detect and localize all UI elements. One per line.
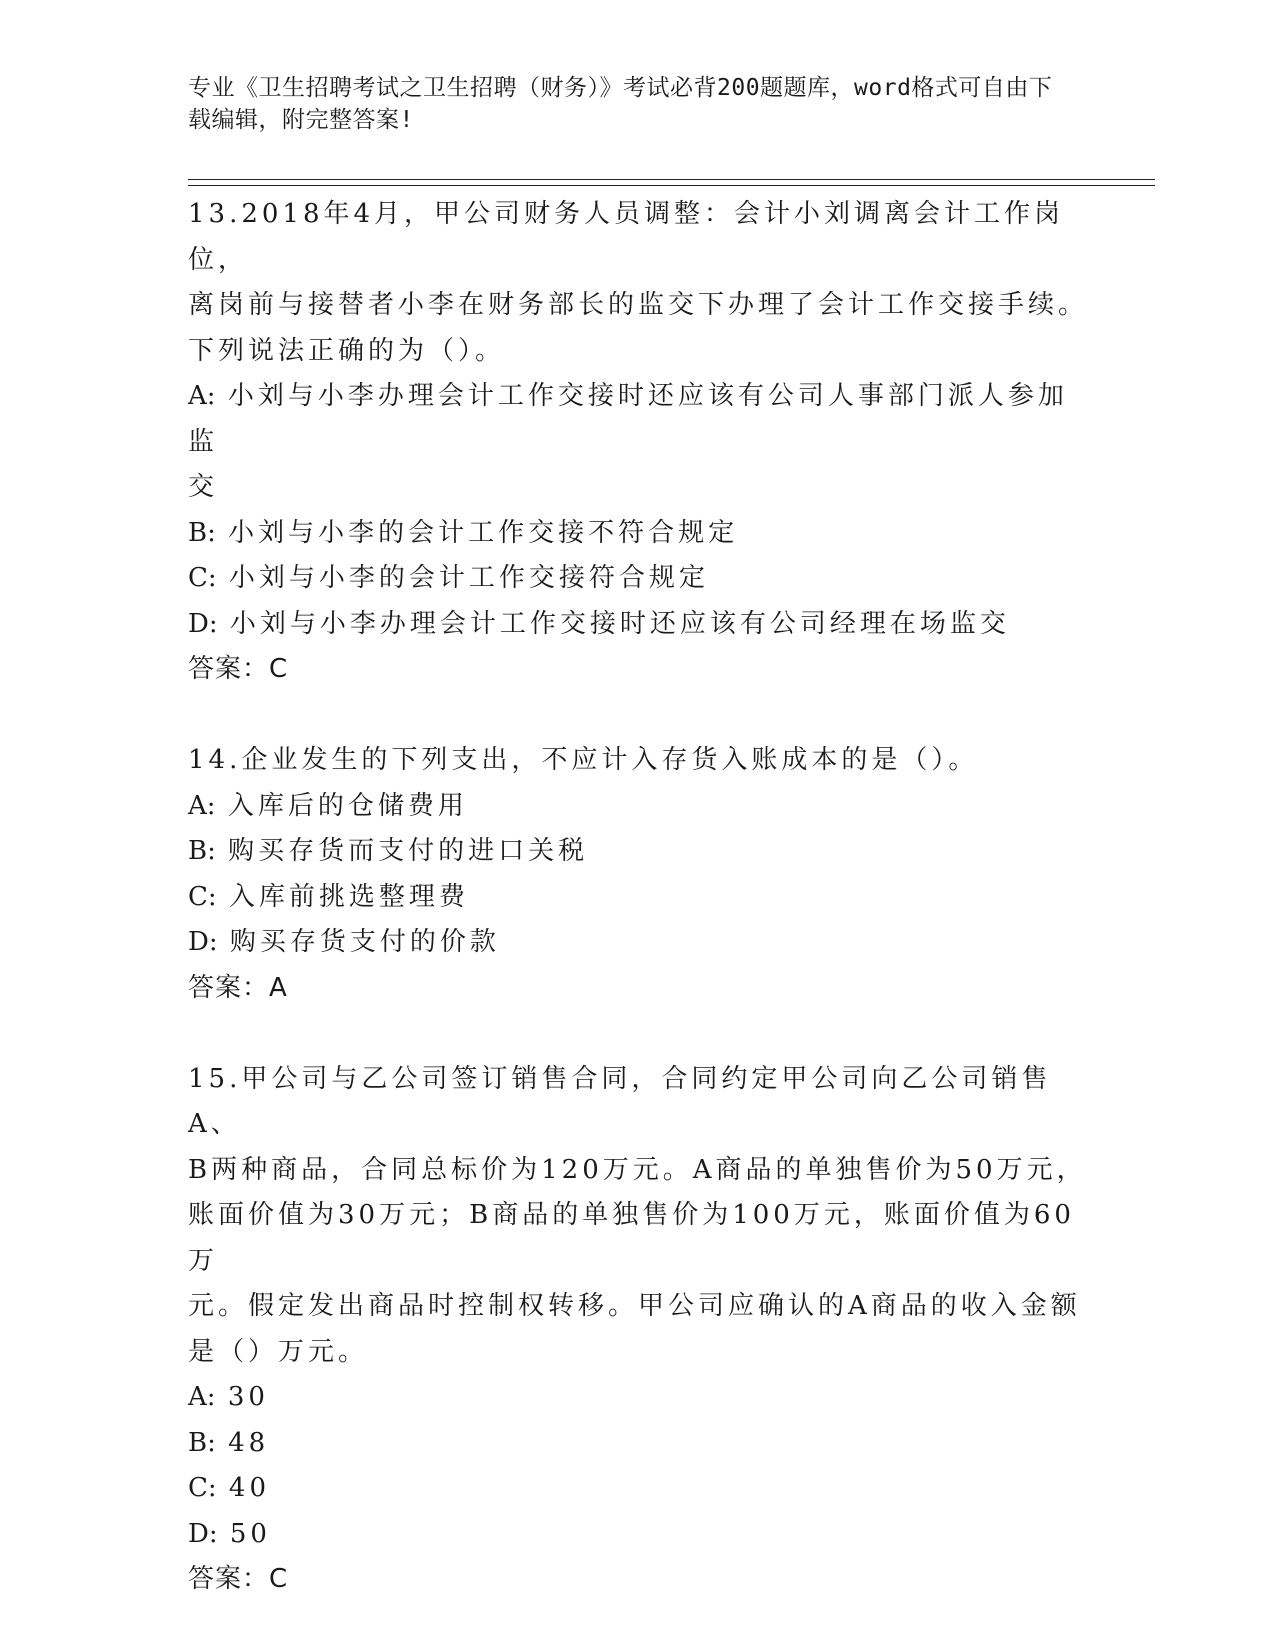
option-a	[188, 374, 1088, 465]
question-15	[188, 1057, 1088, 1603]
option-text: 小刘与小李办理会计工作交接时还应该有公司人事部门派人参加监	[188, 381, 1068, 457]
option-b	[188, 511, 1088, 557]
option-c	[188, 556, 1088, 602]
option-label: B:	[188, 836, 216, 866]
option-label: B:	[188, 517, 216, 548]
option-text: 50	[229, 1518, 271, 1549]
question-stem-line: 15.甲公司与乙公司签订销售合同，合同约定甲公司向乙公司销售A、	[188, 1063, 1052, 1139]
option-text: 48	[228, 1427, 270, 1458]
option-b	[188, 1421, 1088, 1467]
document-header: 专业《卫生招聘考试之卫生招聘（财务）》考试必背200题题库，word格式可自由下载编辑，附完整答案!	[188, 75, 1053, 133]
option-label: D:	[188, 608, 218, 639]
option-label: A:	[188, 1382, 216, 1412]
option-label: D:	[188, 1518, 218, 1549]
header-rule-bottom	[188, 185, 1155, 186]
question-spacer	[188, 693, 1088, 739]
option-label: A:	[188, 381, 216, 411]
option-label: C:	[188, 563, 217, 593]
question-stem-line: 离岗前与接替者小李在财务部长的监交下办理了会计工作交接手续。	[188, 290, 1089, 320]
answer-line: 答案：C	[188, 1564, 289, 1594]
option-b	[188, 829, 1088, 875]
option-d	[188, 1512, 1088, 1558]
option-a	[188, 784, 1088, 830]
option-label: D:	[188, 927, 218, 957]
answer-line: 答案：C	[188, 654, 289, 684]
question-stem-line: B两种商品，合同总标价为120万元。A商品的单独售价为50万元，	[188, 1154, 1087, 1185]
option-label: C:	[188, 1473, 217, 1503]
question-stem-line: 元。假定发出商品时控制权转移。甲公司应确认的A商品的收入金额	[188, 1291, 1081, 1321]
question-list	[188, 192, 1088, 1603]
option-text: 入库后的仓储费用	[227, 790, 468, 821]
question-13	[188, 192, 1088, 693]
option-c	[188, 1466, 1088, 1512]
option-text: 40	[228, 1473, 271, 1503]
question-stem-line: 下列说法正确的为（）。	[188, 335, 506, 366]
question-stem-line: 14.企业发生的下列支出，不应计入存货入账成本的是（）。	[188, 745, 979, 775]
question-stem-line: 是（）万元。	[188, 1336, 369, 1367]
question-stem-line: 账面价值为30万元；B商品的单独售价为100万元，账面价值为60万	[188, 1200, 1075, 1276]
option-text: 小刘与小李的会计工作交接不符合规定	[228, 517, 739, 548]
option-label: B:	[188, 1427, 216, 1458]
option-text: 小刘与小李的会计工作交接符合规定	[228, 563, 709, 593]
answer-line: 答案：A	[188, 972, 288, 1003]
option-d	[188, 602, 1088, 648]
option-label: A:	[188, 790, 216, 821]
option-text: 入库前挑选整理费	[228, 881, 469, 912]
question-stem-line: 13.2018年4月，甲公司财务人员调整：会计小刘调离会计工作岗位，	[188, 199, 1065, 275]
option-label: C:	[188, 881, 217, 912]
option-c	[188, 875, 1088, 921]
header-rule-top	[188, 179, 1155, 180]
option-text: 小刘与小李办理会计工作交接时还应该有公司经理在场监交	[229, 608, 1010, 639]
question-14	[188, 738, 1088, 1011]
option-d	[188, 920, 1088, 966]
option-text: 30	[227, 1382, 269, 1412]
option-text: 购买存货而支付的进口关税	[228, 836, 589, 866]
option-a-continued: 交	[188, 472, 219, 502]
option-a	[188, 1375, 1088, 1421]
question-spacer	[188, 1011, 1088, 1057]
option-text: 购买存货支付的价款	[229, 927, 500, 957]
